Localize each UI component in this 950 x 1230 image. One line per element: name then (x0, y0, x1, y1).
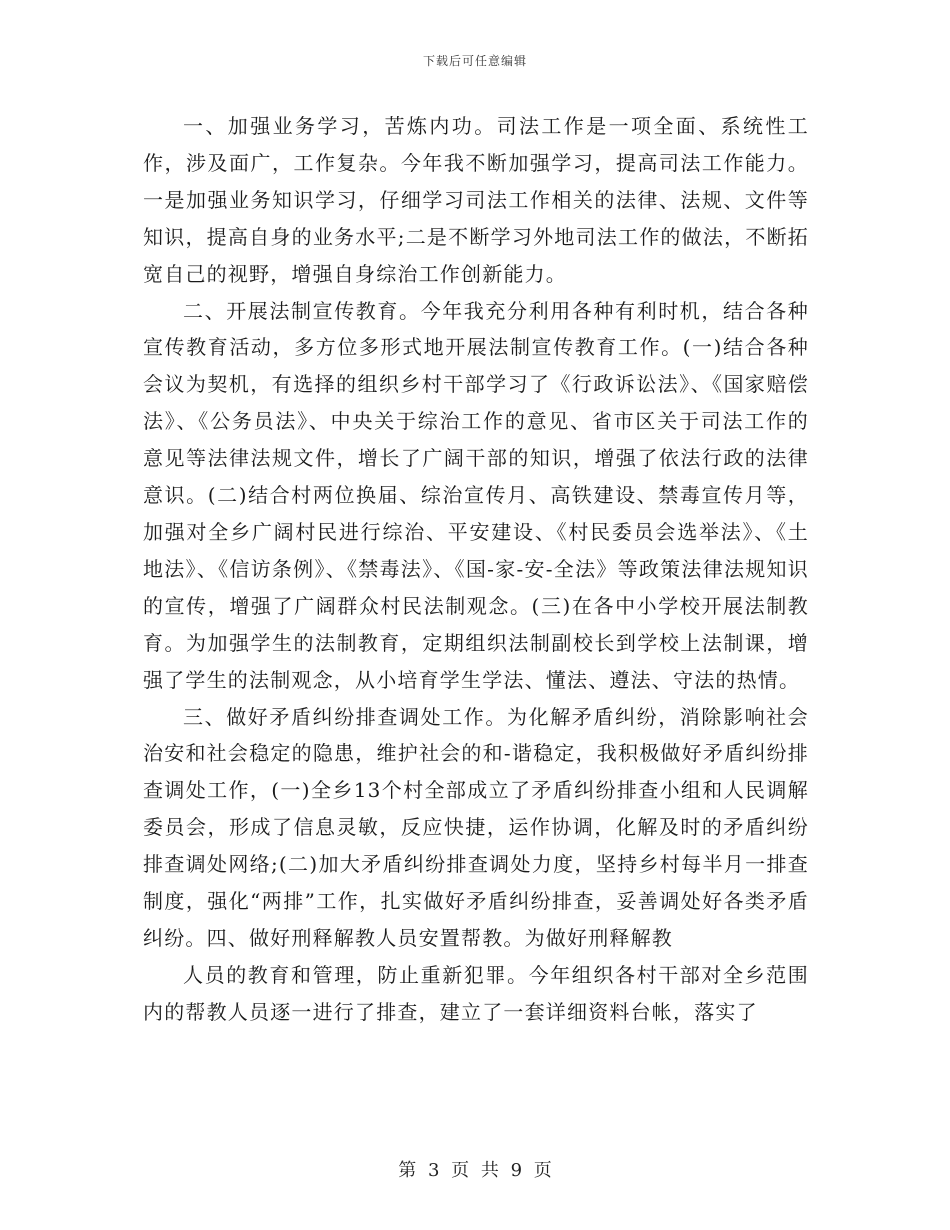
paragraph-3: 三、做好矛盾纠纷排查调处工作。为化解矛盾纠纷，消除影响社会治安和社会稳定的隐患，维护社会的和-谐稳定，我积极做好矛盾纠纷排查调处工作，(一)全乡13个村全部成立了矛盾纠纷排查小组和人民调解委员会，形成了信息灵敏，反应快捷，运作协调，化解及时的矛盾纠纷排查调处网络;(二)加大矛盾纠纷排查调处力度，坚持乡村每半月一排查制度，强化“两排”工作，扎实做好矛盾纠纷排查，妥善调处好各类矛盾纠纷。四、做好刑释解教人员安置帮教。为做好刑释解教 (143, 704, 809, 950)
paragraph-2: 二、开展法制宣传教育。今年我充分利用各种有利时机，结合各种宣传教育活动，多方位多形式地开展法制宣传教育工作。(一)结合各种会议为契机，有选择的组织乡村干部学习了《行政诉讼法》、《国家赔偿法》、《公务员法》、中央关于综治工作的意见、省市区关于司法工作的意见等法律法规文件，增长了广阔干部的知识，增强了依法行政的法律意识。(二)结合村两位换届、综治宣传月、高铁建设、禁毒宣传月等，加强对全乡广阔村民进行综治、平安建设、《村民委员会选举法》、《土地法》、《信访条例》、《禁毒法》、《国-家-安-全法》等政策法律法规知识的宣传，增强了广阔群众村民法制观念。(三)在各中小学校开展法制教育。为加强学生的法制教育，定期组织法制副校长到学校上法制课，增强了学生的法制观念，从小培育学生学法、懂法、遵法、守法的热情。 (143, 298, 809, 692)
document-body (143, 108, 809, 1031)
page-header: 下载后可任意编辑 (422, 54, 527, 68)
paragraph-4: 人员的教育和管理，防止重新犯罪。今年组织各村干部对全乡范围内的帮教人员逐一进行了排查，建立了一套详细资料台帐，落实了 (143, 962, 809, 1024)
paragraph-1: 一、加强业务学习，苦炼内功。司法工作是一项全面、系统性工作，涉及面广，工作复杂。今年我不断加强学习，提高司法工作能力。一是加强业务知识学习，仔细学习司法工作相关的法律、法规、文件等知识，提高自身的业务水平;二是不断学习外地司法工作的做法，不断拓宽自己的视野，增强自身综治工作创新能力。 (143, 114, 809, 286)
page-number-footer: 第 3 页 共 9 页 (398, 1160, 552, 1181)
